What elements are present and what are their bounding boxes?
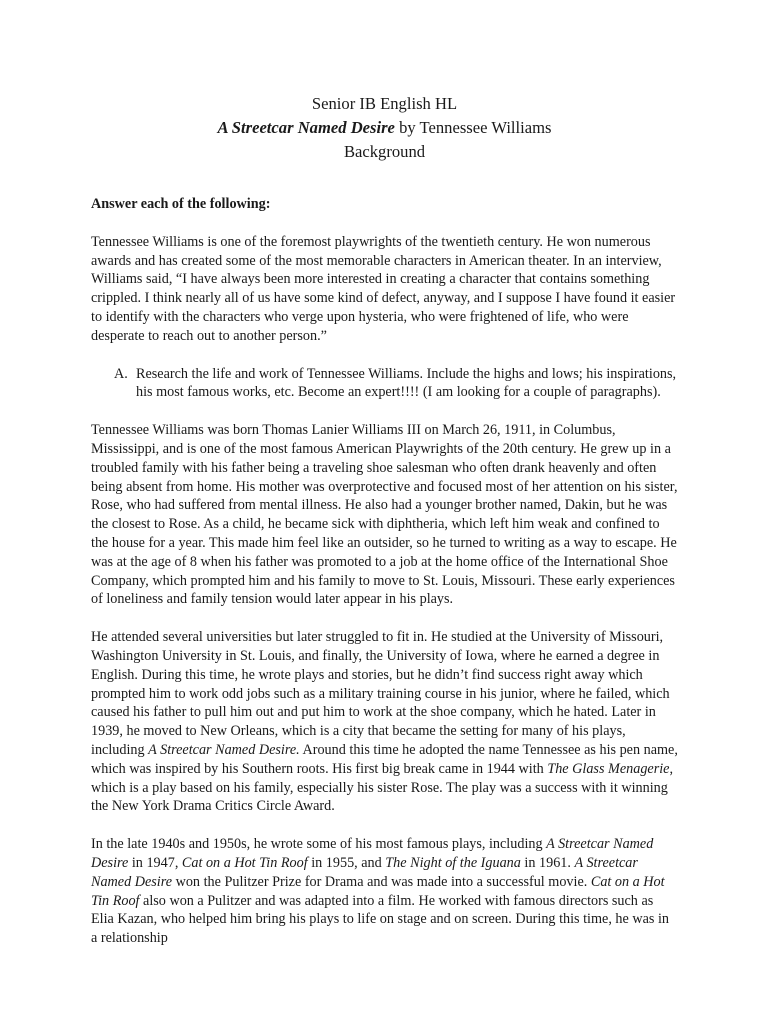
text-run: in 1955, and [307,854,386,871]
text-run: He attended several universities but later struggled to fit in. He studied at the University of Missouri, Washington University in St. Louis, and finally, the University of Iowa, where he earned a degree in English. During this time, he wrote plays and stories, but he didn’t find success right away which prompted him to work odd jobs such as a military training course in his junior, where he failed, which caused his father to pull him out and put him to work at the shoe company, which he hated. Later in 1939, he moved to New Orleans, which is a city that became the setting for many of his plays, including [91,629,670,758]
answer-paragraph-3 [91,835,678,948]
text-run: In the late 1940s and 1950s, he wrote some of his most famous plays, including [91,836,547,853]
play-title-ref: Cat on a Hot Tin Roof [91,873,665,909]
play-title-ref: A Streetcar Named Desire [91,854,638,890]
intro-paragraph: Tennessee Williams is one of the foremost playwrights of the twentieth century. He won numerous awards and has created some of the most memorable characters in American theater. In an interview, Williams said, “I have always been more interested in creating a character that contains something crippled. I think nearly all of us have some kind of defect, anyway, and I suppose I have found it easier to identify with the characters who verge upon hysteria, who were frightened of life, who were desperate to reach out to another person.” [91,233,676,344]
play-title-ref: The Glass Menagerie [547,760,670,777]
play-title-ref: The Night of the Iguana [385,854,521,871]
question-marker: A. [114,365,128,382]
document-header [91,92,678,164]
answer-paragraph-2 [91,628,678,816]
play-title-ref: A Streetcar Named Desire. [148,741,300,758]
text-run: , which is a play based on his family, especially his sister Rose. The play was a success with it winning the New York Drama Critics Circle Award. [91,760,674,815]
text-run: in 1947, [128,854,182,871]
play-title-ref: Cat on a Hot Tin Roof [181,854,308,871]
play-title-ref: A Streetcar Named Desire [91,836,654,871]
answer-paragraph-1: Tennessee Williams was born Thomas Lanier Williams III on March 26, 1911, in Columbus, Mississippi, and is one of the most famous American Playwrights of the 20th century. He grew up in a troubled family with his father being a traveling shoe salesman who often drank heavenly and often being absent from home. His mother was overprotective and focused most of her attention on his sister, Rose, who had suffered from mental illness. He also had a younger brother named, Dakin, but he was the closest to Rose. As a child, he became sick with diphtheria, which left him weak and confined to the house for a year. This made him feel like an outsider, so he turned to writing as a way to escape. He was at the age of 8 when his father was promoted to a job at the home office of the International Shoe Company, which prompted him and his family to move to St. Louis, Missouri. These early experiences of loneliness and family tension would later appear in his plays. [91,422,678,608]
play-title-line [91,116,678,140]
play-title: A Streetcar Named Desire [217,118,395,137]
text-run: also won a Pulitzer and was adapted into a film. He worked with famous directors such as Elia Kazan, who helped him bring his plays to life on stage and on screen. During this time, he was in a relationship [91,892,670,947]
play-author: by Tennessee Williams [394,118,552,137]
text-run: in 1961. [520,854,575,871]
text-run: Around this time he adopted the name Tennessee as his pen name, which was inspired by his Southern roots. His first big break came in 1944 with [91,741,678,777]
course-title: Senior IB English HL [311,94,458,113]
document-subtitle: Background [343,142,426,161]
question-text: Research the life and work of Tennessee Williams. Include the highs and lows; his inspirations, his most famous works, etc. Become an expert!!!! (I am looking for a couple of paragraphs). [136,365,677,401]
question-a [91,365,678,403]
instruction-heading: Answer each of the following: [91,196,271,212]
text-run: won the Pulitzer Prize for Drama and was made into a successful movie. [172,873,591,890]
